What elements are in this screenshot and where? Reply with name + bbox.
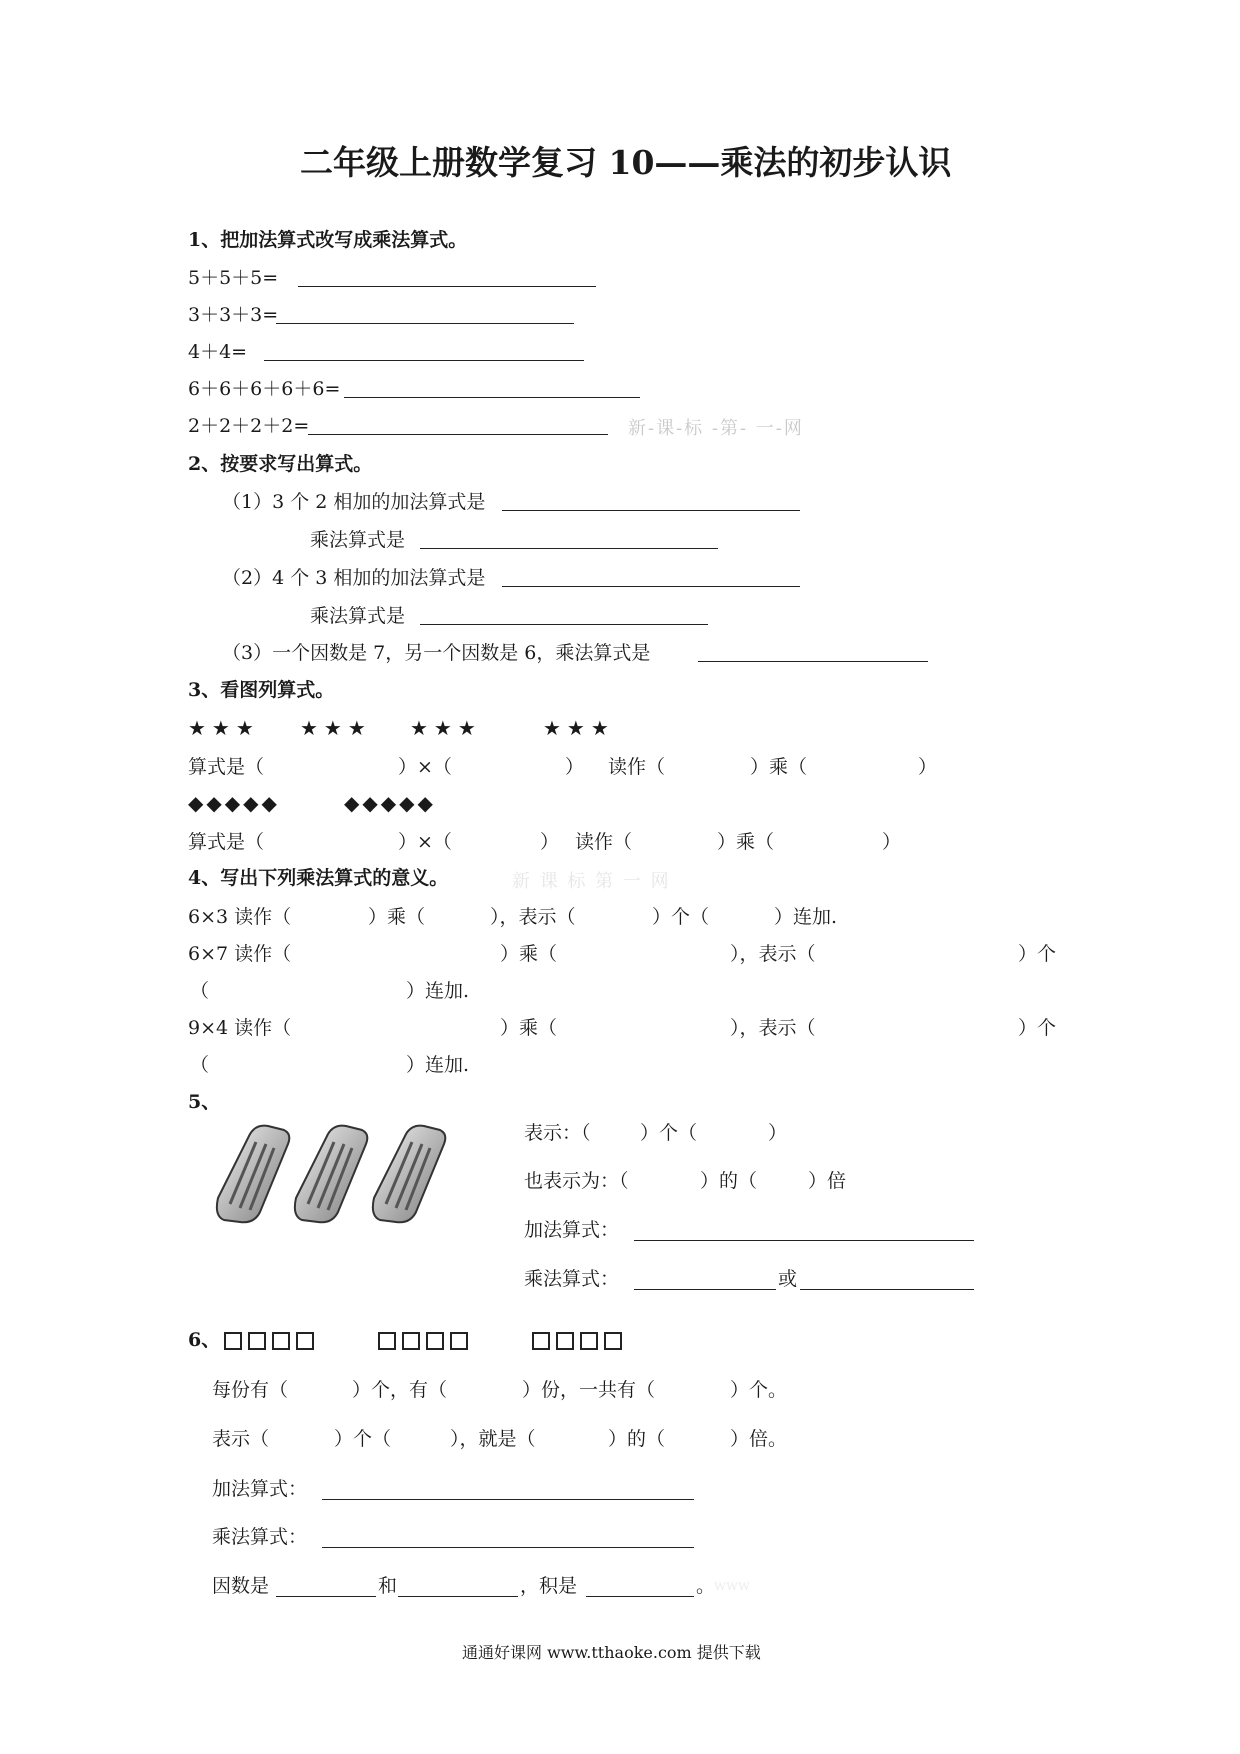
q1-item-2: 3＋3＋3=: [188, 304, 279, 326]
square-icon: [248, 1332, 266, 1350]
q2-part2-mul: 乘法算式是: [310, 605, 406, 627]
q3-formula-2-c: ）: [540, 831, 560, 853]
q3-formula-1-d: 读作（: [608, 756, 666, 778]
q5-mul-answer-line-2[interactable]: [800, 1289, 974, 1290]
q2-answer-line-1[interactable]: [502, 510, 800, 511]
q1-answer-line-1[interactable]: [298, 286, 596, 287]
square-icon: [378, 1332, 396, 1350]
q3-formula-2-f: ）: [882, 831, 902, 853]
pencil-box-1: [217, 1126, 289, 1223]
watermark: 新-课-标 -第- 一-网: [628, 418, 804, 439]
q3-formula-1-f: ）: [918, 756, 938, 778]
q4-line2-a: 6×7 读作（: [188, 943, 292, 965]
square-icon: [402, 1332, 420, 1350]
q5-add-answer-line[interactable]: [634, 1240, 974, 1241]
q3-formula-2-a: 算式是（: [188, 831, 265, 853]
q4-line4-c: ），表示（: [730, 1017, 816, 1039]
square-group-1: [224, 1330, 320, 1350]
square-icon: [532, 1332, 550, 1350]
q6-add-label: 加法算式：: [212, 1478, 308, 1500]
pencil-box-illustration: [210, 1120, 455, 1235]
square-icon: [296, 1332, 314, 1350]
q5-mul-answer-line-1[interactable]: [634, 1289, 776, 1290]
q4-line2-d: ）个: [1018, 943, 1057, 965]
q1-answer-line-2[interactable]: [276, 323, 574, 324]
q3-formula-1-c: ）: [565, 756, 585, 778]
q5-mul-label: 乘法算式：: [524, 1268, 620, 1290]
q4-line1-e: ）连加.: [774, 906, 838, 928]
square-icon: [580, 1332, 598, 1350]
q6-factor-line-2[interactable]: [398, 1596, 518, 1597]
q4-line2-c: ），表示（: [730, 943, 816, 965]
q5-represent-c: ）: [768, 1122, 788, 1144]
q6-factor-line-1[interactable]: [276, 1596, 376, 1597]
q4-line2-b: ）乘（: [500, 943, 558, 965]
q6-factor-c: ，积是: [520, 1575, 578, 1597]
q2-heading: 2、按要求写出算式。: [188, 453, 373, 475]
q2-part1-add: （1）3 个 2 相加的加法算式是: [222, 491, 486, 513]
q2-part3: （3）一个因数是 7，另一个因数是 6，乘法算式是: [222, 642, 651, 664]
star-group-4: ★★★: [543, 716, 615, 740]
q6-factor-b: 和: [378, 1575, 398, 1597]
q6-product-line[interactable]: [586, 1596, 694, 1597]
q6-represent-b: ）个（: [334, 1428, 392, 1450]
star-group-3: ★★★: [410, 716, 482, 740]
q3-formula-1-a: 算式是（: [188, 756, 265, 778]
q4-line1-c: ），表示（: [490, 906, 576, 928]
q6-mul-answer-line[interactable]: [322, 1547, 694, 1548]
q2-answer-line-3[interactable]: [502, 586, 800, 587]
q4-line4-b: ）乘（: [500, 1017, 558, 1039]
pencil-box-3: [373, 1126, 445, 1223]
page-title: 二年级上册数学复习 10——乘法的初步认识: [300, 143, 952, 182]
q4-line1-d: ）个（: [652, 906, 710, 928]
q4-line4-d: ）个: [1018, 1017, 1057, 1039]
q6-represent-c: ），就是（: [450, 1428, 536, 1450]
q6-represent-e: ）倍。: [730, 1428, 788, 1450]
q3-formula-2-b: ）×（: [398, 831, 452, 853]
square-icon: [556, 1332, 574, 1350]
square-group-3: [532, 1330, 628, 1350]
q4-line5-a: （: [190, 1054, 210, 1076]
q5-also-c: ）倍: [808, 1170, 847, 1192]
q6-add-answer-line[interactable]: [322, 1499, 694, 1500]
q4-heading: 4、写出下列乘法算式的意义。: [188, 867, 449, 889]
q6-represent-a: 表示（: [212, 1428, 270, 1450]
pencil-box-2: [295, 1126, 367, 1223]
footer-text: 通通好课网 www.tthaoke.com 提供下载: [462, 1643, 761, 1662]
q1-item-1: 5＋5＋5=: [188, 267, 279, 289]
q5-represent-b: ）个（: [640, 1122, 698, 1144]
diamond-group-1: ◆◆◆◆◆: [188, 791, 280, 815]
square-icon: [604, 1332, 622, 1350]
q5-add-label: 加法算式：: [524, 1219, 620, 1241]
q1-answer-line-3[interactable]: [264, 360, 584, 361]
q6-heading: 6、: [188, 1329, 221, 1351]
q5-or: 或: [778, 1268, 798, 1290]
q1-item-5: 2＋2＋2＋2=: [188, 415, 310, 437]
star-group-1: ★★★: [188, 716, 260, 740]
square-icon: [224, 1332, 242, 1350]
q4-line1-b: ）乘（: [368, 906, 426, 928]
q6-mul-label: 乘法算式：: [212, 1526, 308, 1548]
q6-factor-d: 。: [696, 1575, 716, 1597]
q5-represent-a: 表示：（: [524, 1122, 591, 1144]
square-icon: [450, 1332, 468, 1350]
q6-represent-d: ）的（: [608, 1428, 666, 1450]
q5-also-a: 也表示为：（: [524, 1170, 629, 1192]
q6-each-a: 每份有（: [212, 1379, 289, 1401]
q6-each-c: ）份，一共有（: [522, 1379, 656, 1401]
q4-line5-b: ）连加.: [406, 1054, 470, 1076]
star-group-2: ★★★: [300, 716, 372, 740]
q2-answer-line-5[interactable]: [698, 661, 928, 662]
q2-part2-add: （2）4 个 3 相加的加法算式是: [222, 567, 486, 589]
q3-heading: 3、看图列算式。: [188, 679, 335, 701]
q5-also-b: ）的（: [700, 1170, 758, 1192]
q3-formula-2-e: ）乘（: [717, 831, 775, 853]
q6-each-d: ）个。: [730, 1379, 788, 1401]
q6-each-b: ）个，有（: [352, 1379, 448, 1401]
q1-heading: 1、把加法算式改写成乘法算式。: [188, 229, 468, 251]
q3-formula-1-e: ）乘（: [750, 756, 808, 778]
q4-line4-a: 9×4 读作（: [188, 1017, 292, 1039]
diamond-group-2: ◆◆◆◆◆: [344, 791, 436, 815]
q2-part1-mul: 乘法算式是: [310, 529, 406, 551]
square-group-2: [378, 1330, 474, 1350]
q4-line3-b: ）连加.: [406, 980, 470, 1002]
q2-answer-line-2[interactable]: [420, 548, 718, 549]
q2-answer-line-4[interactable]: [420, 624, 708, 625]
q3-formula-1-b: ）×（: [398, 756, 452, 778]
watermark-faint: 新 课 标 第 一 网: [512, 871, 671, 892]
faint-watermark: www: [714, 1578, 750, 1594]
square-icon: [426, 1332, 444, 1350]
q3-formula-2-d: 读作（: [575, 831, 633, 853]
q1-answer-line-5[interactable]: [308, 434, 608, 435]
square-icon: [272, 1332, 290, 1350]
q6-factor-a: 因数是: [212, 1575, 270, 1597]
q4-line1-a: 6×3 读作（: [188, 906, 292, 928]
q1-item-3: 4＋4=: [188, 341, 248, 363]
q5-heading: 5、: [188, 1091, 221, 1113]
q1-answer-line-4[interactable]: [344, 397, 640, 398]
q1-item-4: 6＋6＋6＋6＋6=: [188, 378, 341, 400]
q4-line3-a: （: [190, 980, 210, 1002]
